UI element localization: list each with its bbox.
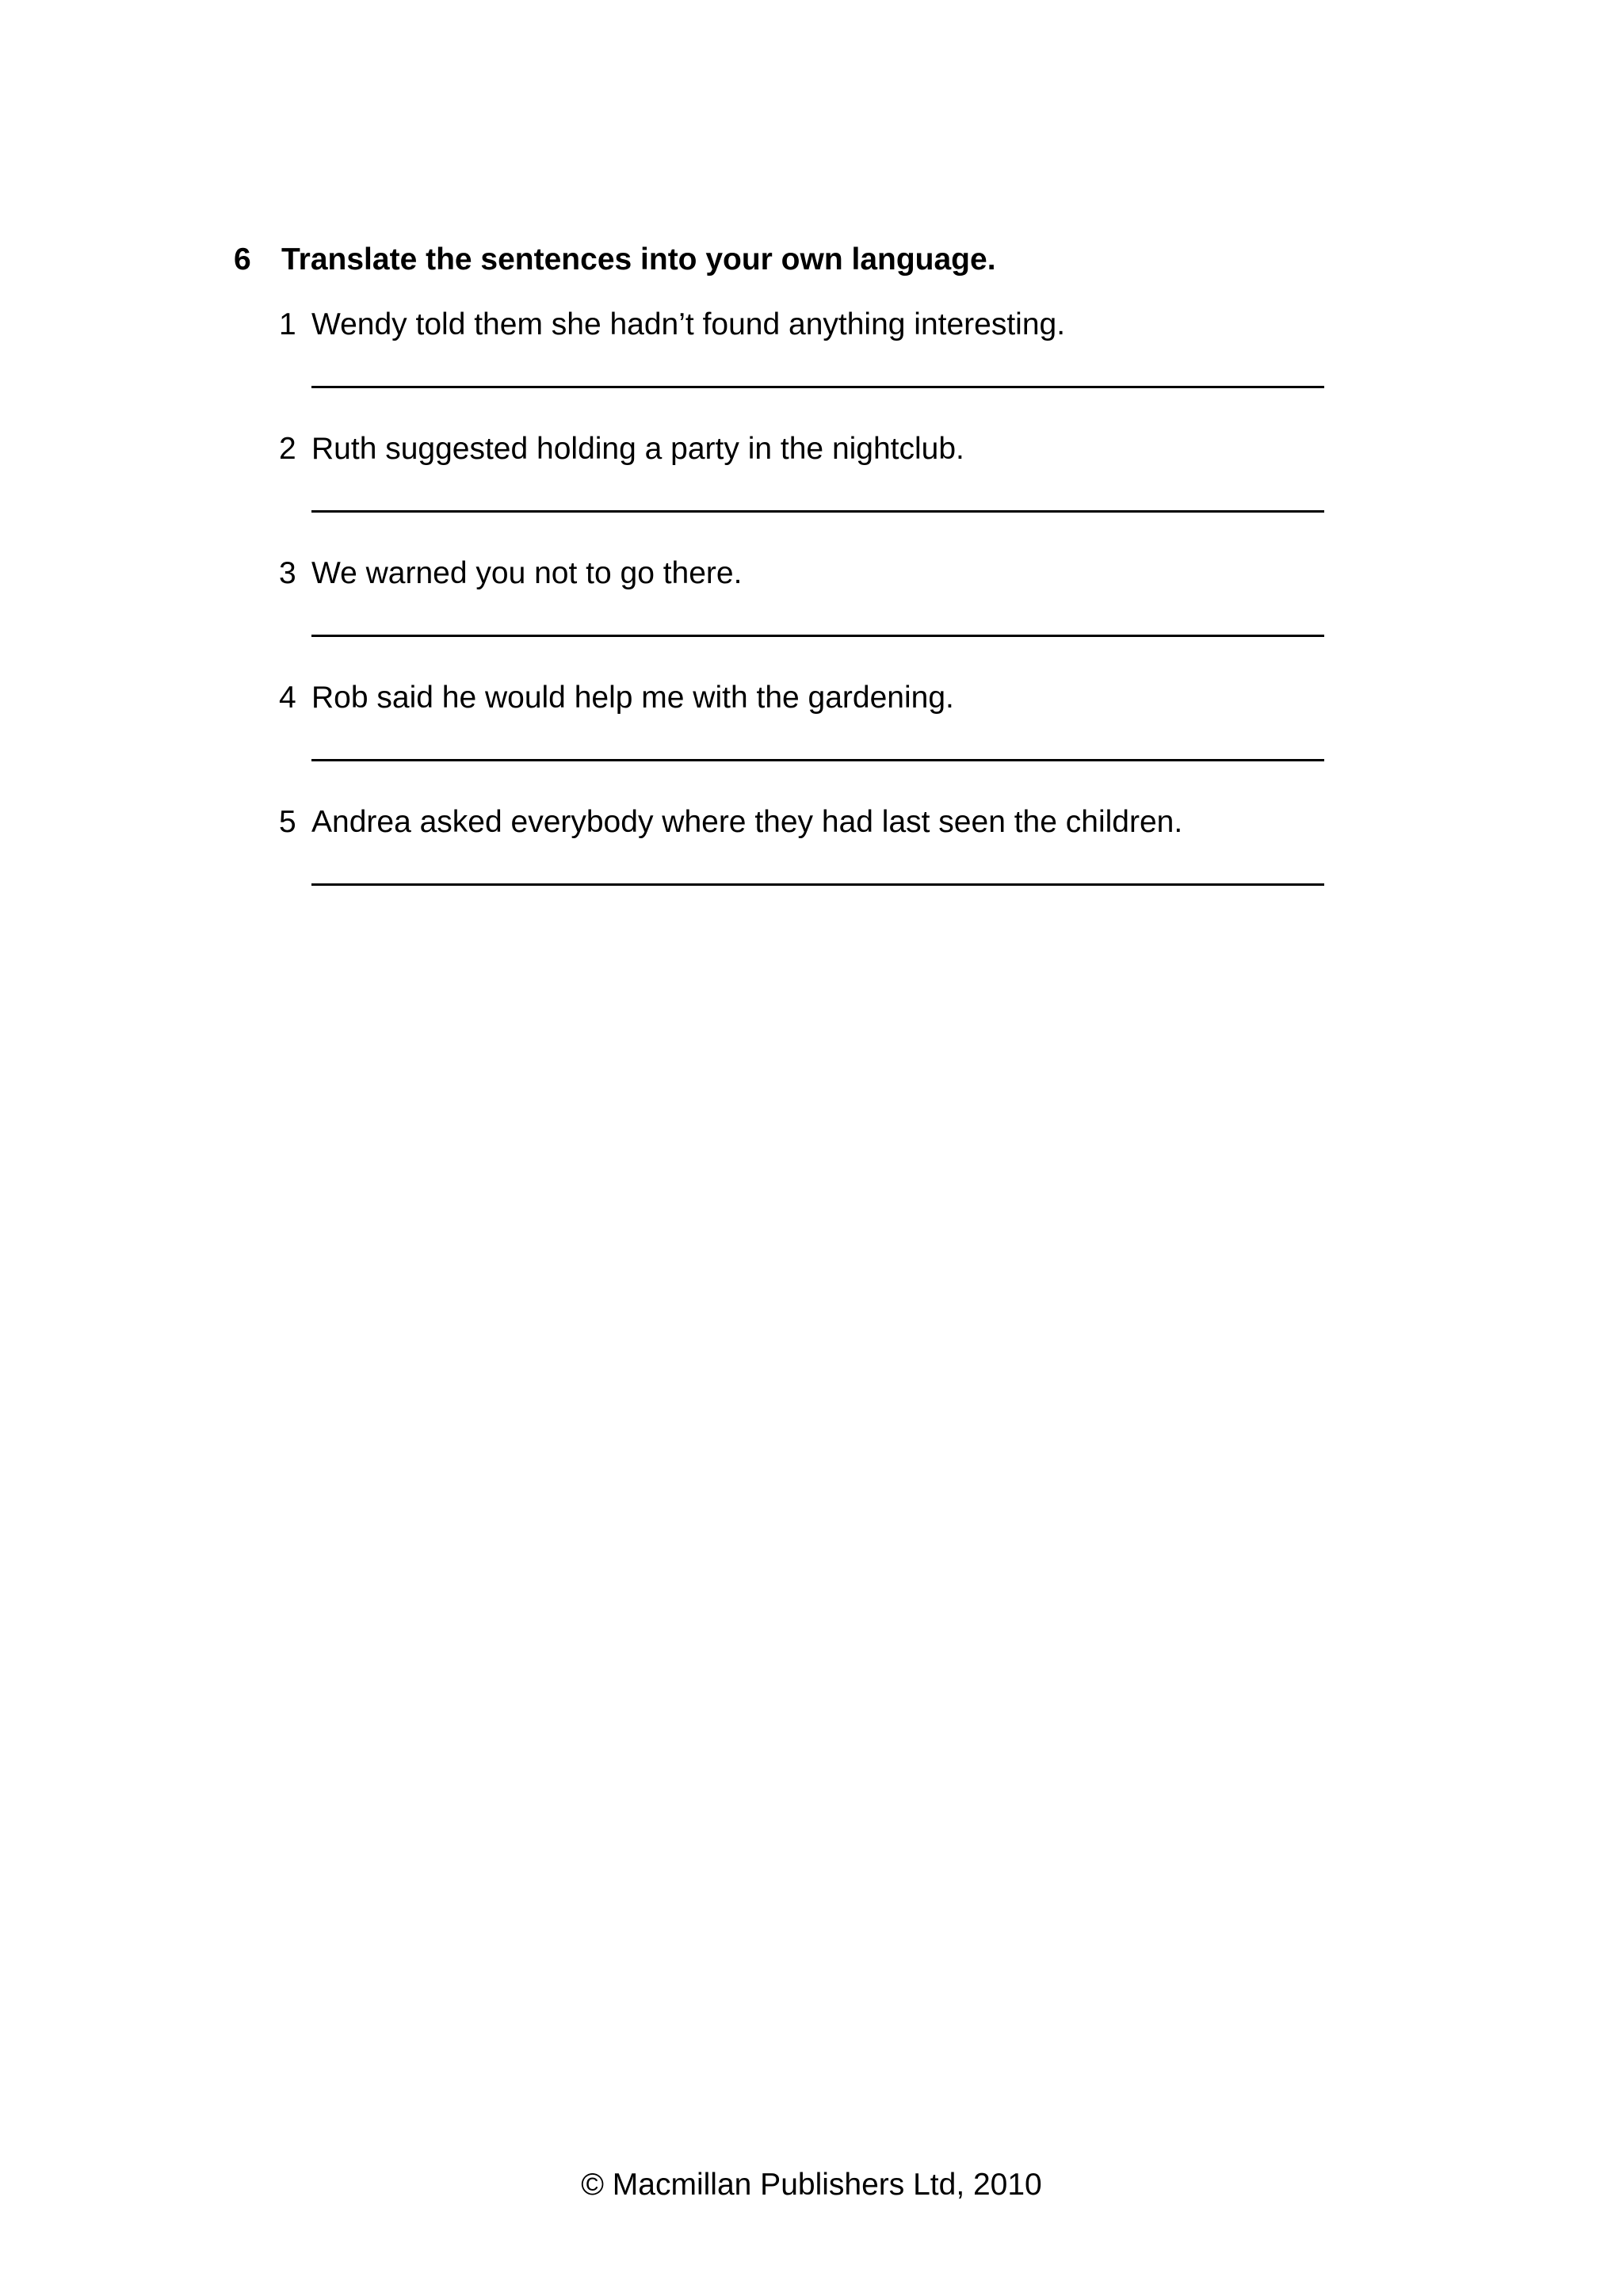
- answer-line[interactable]: [311, 759, 1324, 761]
- translation-item-1: [279, 309, 1325, 340]
- exercise-number: 6: [234, 242, 251, 277]
- item-sentence: Andrea asked everybody where they had last seen the children.: [311, 805, 1183, 839]
- answer-line[interactable]: [311, 883, 1324, 886]
- exercise-instruction: Translate the sentences into your own language.: [281, 242, 996, 277]
- exercise-heading: [234, 244, 996, 275]
- translation-item-2: [279, 433, 1325, 464]
- answer-line[interactable]: [311, 386, 1324, 388]
- answer-line[interactable]: [311, 635, 1324, 637]
- item-number: 2: [279, 432, 296, 466]
- item-number: 3: [279, 556, 296, 590]
- item-sentence: We warned you not to go there.: [311, 556, 743, 590]
- item-sentence: Wendy told them she hadn’t found anything interesting.: [311, 307, 1066, 341]
- item-number: 4: [279, 681, 296, 715]
- item-sentence: Rob said he would help me with the gardening.: [311, 681, 954, 715]
- item-sentence: Ruth suggested holding a party in the nightclub.: [311, 432, 964, 466]
- item-number: 5: [279, 805, 296, 839]
- item-number: 1: [279, 307, 296, 341]
- translation-item-5: [279, 807, 1325, 837]
- translation-item-3: [279, 558, 1325, 589]
- copyright-footer: © Macmillan Publishers Ltd, 2010: [581, 2168, 1042, 2202]
- translation-item-4: [279, 682, 1325, 713]
- answer-line[interactable]: [311, 510, 1324, 513]
